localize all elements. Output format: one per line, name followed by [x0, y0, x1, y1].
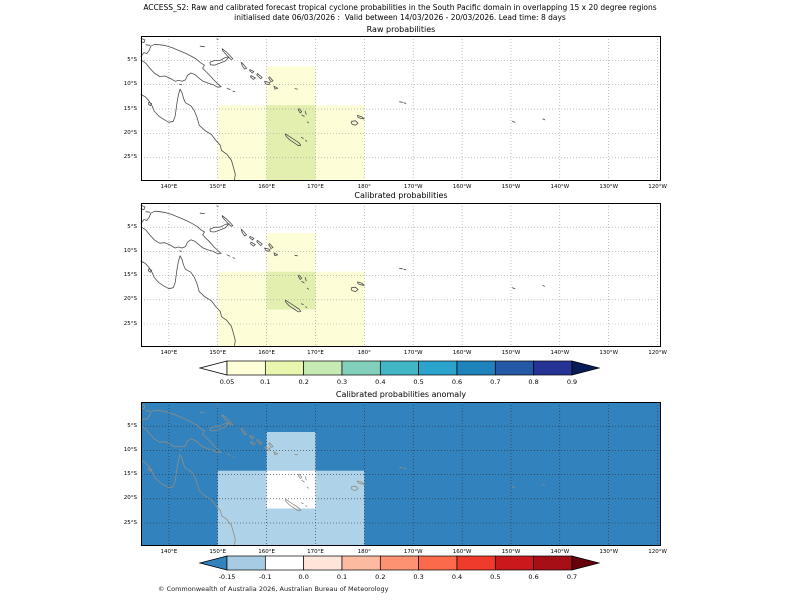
x-tick-label: 160°W: [452, 350, 472, 356]
x-tick-label: 150°W: [501, 184, 521, 190]
coastline-santa_cruz: [295, 255, 298, 256]
colorbar-tick-label: 0.4: [451, 573, 463, 581]
probability-region: [267, 233, 316, 272]
colorbar-tick-label: -0.1: [258, 573, 272, 581]
panel3-title: Calibrated probabilities anomaly: [335, 390, 467, 399]
colorbar-segment: [380, 556, 418, 570]
colorbar-tick-label: -0.15: [218, 573, 236, 581]
colorbar-segment: [304, 361, 342, 375]
colorbar-segment: [534, 361, 572, 375]
probability-region: [267, 432, 316, 471]
main-title-line1: ACCESS_S2: Raw and calibrated forecast tropical cyclone probabilities in the South Pacific domain in overlapping 15 x 20 degree regions: [143, 3, 657, 12]
colorbar-segment: [342, 361, 380, 375]
coastline-mussau: [217, 39, 218, 40]
x-tick-label: 140°E: [160, 549, 178, 555]
x-tick-label: 140°W: [550, 549, 570, 555]
colorbar-segment: [342, 556, 380, 570]
coastline-samoa_2: [404, 468, 406, 469]
y-tick-label: 5°S: [127, 223, 137, 230]
x-tick-label: 130°W: [599, 549, 619, 555]
x-tick-label: 120°W: [648, 184, 667, 190]
x-tick-label: 180°: [357, 549, 371, 555]
y-tick-label: 10°S: [123, 81, 137, 88]
x-tick-label: 150°E: [209, 184, 227, 190]
x-tick-label: 160°W: [452, 184, 472, 190]
colorbar-2: [200, 556, 600, 586]
y-tick-label: 5°S: [127, 56, 137, 63]
y-tick-label: 15°S: [123, 471, 137, 478]
coastline-mussau: [217, 206, 218, 207]
colorbar-segment: [304, 556, 342, 570]
coastline-yapen: [146, 411, 150, 412]
x-tick-label: 120°W: [648, 350, 667, 356]
map-panel-3: [141, 402, 661, 546]
copyright-text: © Commonwealth of Australia 2026, Australian Bureau of Meteorology: [158, 585, 389, 593]
x-tick-label: 130°W: [599, 184, 619, 190]
coastline-yapen: [146, 212, 150, 213]
coastline-samoa_1: [400, 467, 403, 468]
colorbar-tick-label: 0.3: [413, 573, 424, 581]
coastline-mussau: [217, 405, 218, 406]
colorbar-tick-label: 0.5: [413, 378, 424, 386]
y-tick-label: 20°S: [123, 296, 137, 303]
colorbar-tick-label: 0.6: [451, 378, 463, 386]
y-tick-label: 20°S: [123, 130, 137, 136]
coastline-louisiade_2: [233, 258, 235, 259]
x-tick-label: 160°W: [452, 549, 472, 555]
coastline-samoa_1: [400, 268, 403, 269]
x-tick-label: 160°E: [258, 549, 275, 555]
colorbar-segment: [457, 361, 495, 375]
colorbar-tick-label: 0.3: [336, 378, 348, 386]
x-tick-label: 170°E: [307, 350, 324, 356]
colorbar-segment: [534, 556, 572, 570]
main-title-line2: initialised date 06/03/2026 : Valid between 14/03/2026 - 20/03/2026. Lead time: 8 days: [234, 13, 566, 22]
coastline-louisiade_2: [233, 457, 235, 458]
probability-region: [267, 66, 316, 105]
colorbar-tick-label: 0.5: [490, 573, 501, 581]
x-tick-label: 120°W: [648, 549, 667, 555]
colorbar-tick-label: 0.1: [336, 573, 348, 581]
coastline-yapen: [146, 45, 150, 46]
x-tick-label: 150°E: [209, 350, 227, 356]
colorbar-tick-label: 0.7: [490, 378, 501, 386]
colorbar-segment: [495, 361, 533, 375]
coastline-louisiade_2: [233, 91, 235, 92]
panel1-title: Raw probabilities: [366, 25, 436, 34]
y-tick-label: 15°S: [123, 272, 137, 279]
coastline-torres_islands: [180, 450, 182, 451]
x-tick-label: 140°W: [550, 184, 570, 190]
x-tick-label: 170°E: [307, 184, 324, 190]
y-tick-label: 5°S: [127, 422, 137, 429]
colorbar-tick-label: 0.05: [219, 378, 235, 386]
colorbar-segment: [419, 556, 457, 570]
x-tick-label: 150°E: [209, 549, 227, 555]
x-tick-label: 180°: [357, 350, 371, 356]
colorbar-segment: [227, 556, 265, 570]
colorbar-segment: [495, 556, 533, 570]
y-tick-label: 25°S: [123, 519, 137, 526]
x-tick-label: 170°W: [403, 184, 423, 190]
colorbar-segment: [265, 361, 303, 375]
y-tick-label: 20°S: [123, 495, 137, 502]
colorbar-under-arrow: [200, 556, 227, 570]
map-panel-1: [141, 36, 661, 181]
coastline-samoa_2: [404, 103, 406, 104]
coastline-santa_cruz: [295, 454, 298, 455]
x-tick-label: 150°W: [501, 350, 521, 356]
y-tick-label: 10°S: [123, 247, 137, 254]
coastline-manus: [200, 46, 204, 47]
y-tick-label: 10°S: [123, 446, 137, 453]
y-tick-label: 25°S: [123, 154, 137, 161]
x-tick-label: 170°W: [403, 350, 423, 356]
colorbar-segment: [457, 556, 495, 570]
x-tick-label: 130°W: [599, 350, 619, 356]
x-tick-label: 150°W: [501, 549, 521, 555]
map-canvas-2: [141, 203, 661, 347]
colorbar-segment: [265, 556, 303, 570]
x-tick-label: 140°E: [160, 350, 178, 356]
colorbar-tick-label: 0.7: [566, 573, 578, 581]
colorbar-1: [200, 361, 600, 391]
x-tick-label: 160°E: [258, 350, 275, 356]
colorbar-tick-label: 0.8: [528, 378, 539, 386]
colorbar-tick-label: 0.9: [566, 378, 578, 386]
y-tick-label: 25°S: [123, 320, 137, 327]
colorbar-segment: [380, 361, 418, 375]
colorbar-tick-label: 0.4: [375, 378, 386, 386]
colorbar-tick-label: 0.2: [298, 378, 309, 386]
map-canvas-3: [141, 402, 661, 546]
x-tick-label: 160°E: [258, 184, 275, 190]
coastline-samoa_2: [404, 269, 406, 270]
x-tick-label: 170°E: [307, 549, 324, 555]
colorbar-tick-label: 0.2: [375, 573, 386, 581]
x-tick-label: 140°W: [550, 350, 570, 356]
coastline-samoa_1: [400, 102, 403, 103]
y-tick-label: 15°S: [123, 105, 137, 112]
coastline-santa_cruz: [295, 89, 298, 90]
colorbar-canvas-1: [200, 361, 600, 375]
map-panel-2: [141, 203, 661, 347]
colorbar-canvas-2: [200, 556, 600, 570]
colorbar-tick-label: 0.0: [298, 573, 309, 581]
colorbar-segment: [419, 361, 457, 375]
colorbar-over-arrow: [572, 361, 599, 375]
colorbar-tick-label: 0.1: [260, 378, 271, 386]
panel2-title: Calibrated probabilities: [354, 191, 448, 200]
colorbar-under-arrow: [200, 361, 227, 375]
colorbar-tick-label: 0.6: [528, 573, 539, 581]
x-tick-label: 140°E: [160, 184, 178, 190]
map-canvas-1: [141, 36, 661, 181]
coastline-torres_islands: [180, 251, 182, 252]
x-tick-label: 180°: [357, 184, 371, 190]
x-tick-label: 170°W: [403, 549, 423, 555]
colorbar-segment: [227, 361, 265, 375]
probability-region: [267, 105, 316, 181]
colorbar-over-arrow: [572, 556, 599, 570]
